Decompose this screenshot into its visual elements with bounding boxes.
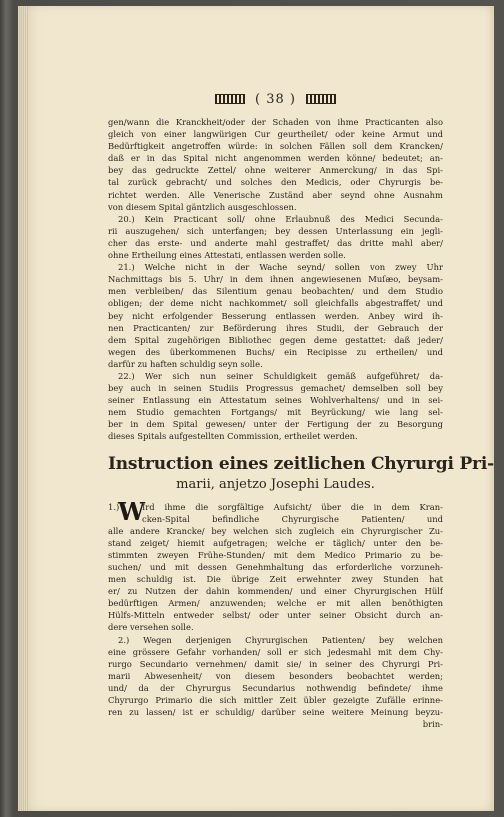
text-line: men schuldig ist. Die übrige Zeit erwehnter zwey Stunden hat [108,574,443,585]
text-line: gen/wann die Kranckheit/oder der Schaden von ihme Practicanten also [108,117,443,127]
text-line: Bedürftigkeit angetroffen würde: in solchen Fällen soll dem Krancken/ [108,141,443,152]
text-line: und/ da der Chyrurgus Secundarius nothwendig befindete/ ihme [108,682,443,693]
text-line: bedürftigen Armen/ anzuwenden; welche er mit allen benöthigten [108,598,443,609]
text-line: 20.) Kein Practicant soll/ ohne Erlaubnuß des Medici Secunda- [118,213,443,224]
text-line: ohne Ertheilung eines Attestati, entlassen werden solle. [108,250,346,261]
section-title: Instruction eines zeitlichen Chyrurgi Pri- [108,453,494,474]
text-line: seiner Entlassung ein Attestatum seines Wohlverhaltens/ und in sei- [108,395,443,406]
line-text: Ird ihme die sorgfältige Aufsicht/ über die in dem Kran- [142,501,443,512]
paragraph-continued [108,116,443,213]
text-line: nem Studio gemachten Fortgangs/ mit Beyrückung/ wie lang sel- [108,407,443,418]
paragraph-22 [108,370,443,443]
page-number: ( 38 ) [255,91,296,107]
text-line: nen Practicanten/ zur Beförderung ihres Studii, der Gebrauch der [108,322,443,333]
text-line: alle andere Krancke/ bey welchen sich zugleich ein Chyrurgischer Zu- [108,525,443,536]
left-ornament-icon [215,94,245,104]
text-line: Hülfs-Mitteln entweder selbst/ oder unter seiner Obsicht durch an- [108,610,443,621]
text-line: bey das gedruckte Zettel/ ohne weiterer Anmerckung/ in das Spi- [108,165,443,176]
text-line: bey nicht erfolgender Besserung entlassen werden. Anbey wird ih- [108,310,443,321]
text-line: bey auch in seinen Studiis Progressus gemachet/ demselben soll bey [108,383,443,394]
paragraph-21 [108,261,443,370]
text-line: men verbleiben/ das Silentium genau beobachten/ und dem Studio [108,286,443,297]
right-ornament-icon [306,94,336,104]
text-line: er/ zu Nutzen der dahin kommenden/ und einer Chyrurgischen Hülf [108,586,443,597]
text-line: eine grössere Gefahr vorhanden/ soll er sich jedesmahl mit dem Chy- [108,646,443,657]
text-line: gleich von einer langwürigen Cur geurtheilet/ oder keine Armut und [108,129,443,140]
text-line: Nachmittags bis 5. Uhr/ in dem ihnen angewiesenen Muſæo, beysam- [108,274,443,285]
text-line: daß er in das Spital nicht angenommen werden könne/ bedeutet; an- [108,153,443,164]
section-subtitle: marii, anjetzo Josephi Laudes. [176,476,375,492]
running-header [108,90,443,108]
text-line: rii auszugehen/ sich unterfangen; bey dessen Unterlassung ein jegli- [108,225,443,236]
text-line: darfür zu haften schuldig seyn solle. [108,358,263,369]
text-line: tal zurück gebracht/ und solches den Medicis, oder Chyrurgis be- [108,177,443,188]
text-line: 2.) Wegen derjenigen Chyrurgischen Patienten/ bey welchen [118,634,443,645]
text-line: richtet werden. Alle Venerische Zuständ aber seynd ohne Ausnahm [108,189,443,200]
text-line [108,501,443,513]
text-line: wegen des überkommenen Buchs/ ein Recipisse zu ertheilen/ und [108,346,443,357]
text-line: von diesem Spital gäntzlich ausgeschlossen. [108,201,297,212]
text-line: cher das erste- und anderte mahl gestraffet/ das dritte mahl aber/ [108,237,443,248]
text-line: dieses Spitals aufgestellten Commission, ertheilet werden. [108,431,358,442]
text-line: stand zeiget/ hiemit aufgetragen; welche er täglich/ unter den be- [108,537,443,548]
text-line: rurgo Secundario vernehmen/ damit sie/ in seiner des Chyrurgi Pri- [108,658,443,669]
text-line: dere versehen solle. [108,622,194,633]
text-line: dem Spital zugehörigen Bibliothec gegen deme gestattet: daß jeder/ [108,334,443,345]
text-line: ren zu lassen/ ist er schuldig/ darüber seine weitere Meinung beyzu- [108,707,443,718]
text-line: marii Abwesenheit/ von diesem besonders beobachtet werden; [108,670,443,681]
text-line: obligen; der deme nicht nachkommet/ soll gleichfalls abgestraffet/ und [108,298,443,309]
catchword: brin- [422,719,443,730]
paragraph-20 [108,213,443,261]
item-number: 1.) [108,501,120,512]
text-line: 21.) Welche nicht in der Wache seynd/ sollen von zwey Uhr [118,262,443,273]
text-line: suchen/ und mit dessen Genehmhaltung das erforderliche vorzuneh- [108,562,443,572]
paragraph-instruction-2 [108,634,443,719]
text-line: 22.) Wer sich nun seiner Schuldigkeit gemäß aufgeführet/ da- [118,370,443,381]
text-line: Chyrurgo Primario die sich mittler Zeit übler gezeigte Zufälle erinne- [108,695,443,706]
page-gutter-edge [18,6,28,811]
paragraph-instruction-1 [108,496,443,634]
page-content [108,90,494,730]
drop-capital: W [118,496,145,526]
text-line: cken-Spital befindliche Chyrurgische Patienten/ und [142,513,443,524]
text-line: stimmten zweyen Frühe-Stunden/ mit dem Medico Primario zu be- [108,549,443,560]
text-line: ber in dem Spital gewesen/ unter der Fertigung der zu Besorgung [108,419,443,430]
